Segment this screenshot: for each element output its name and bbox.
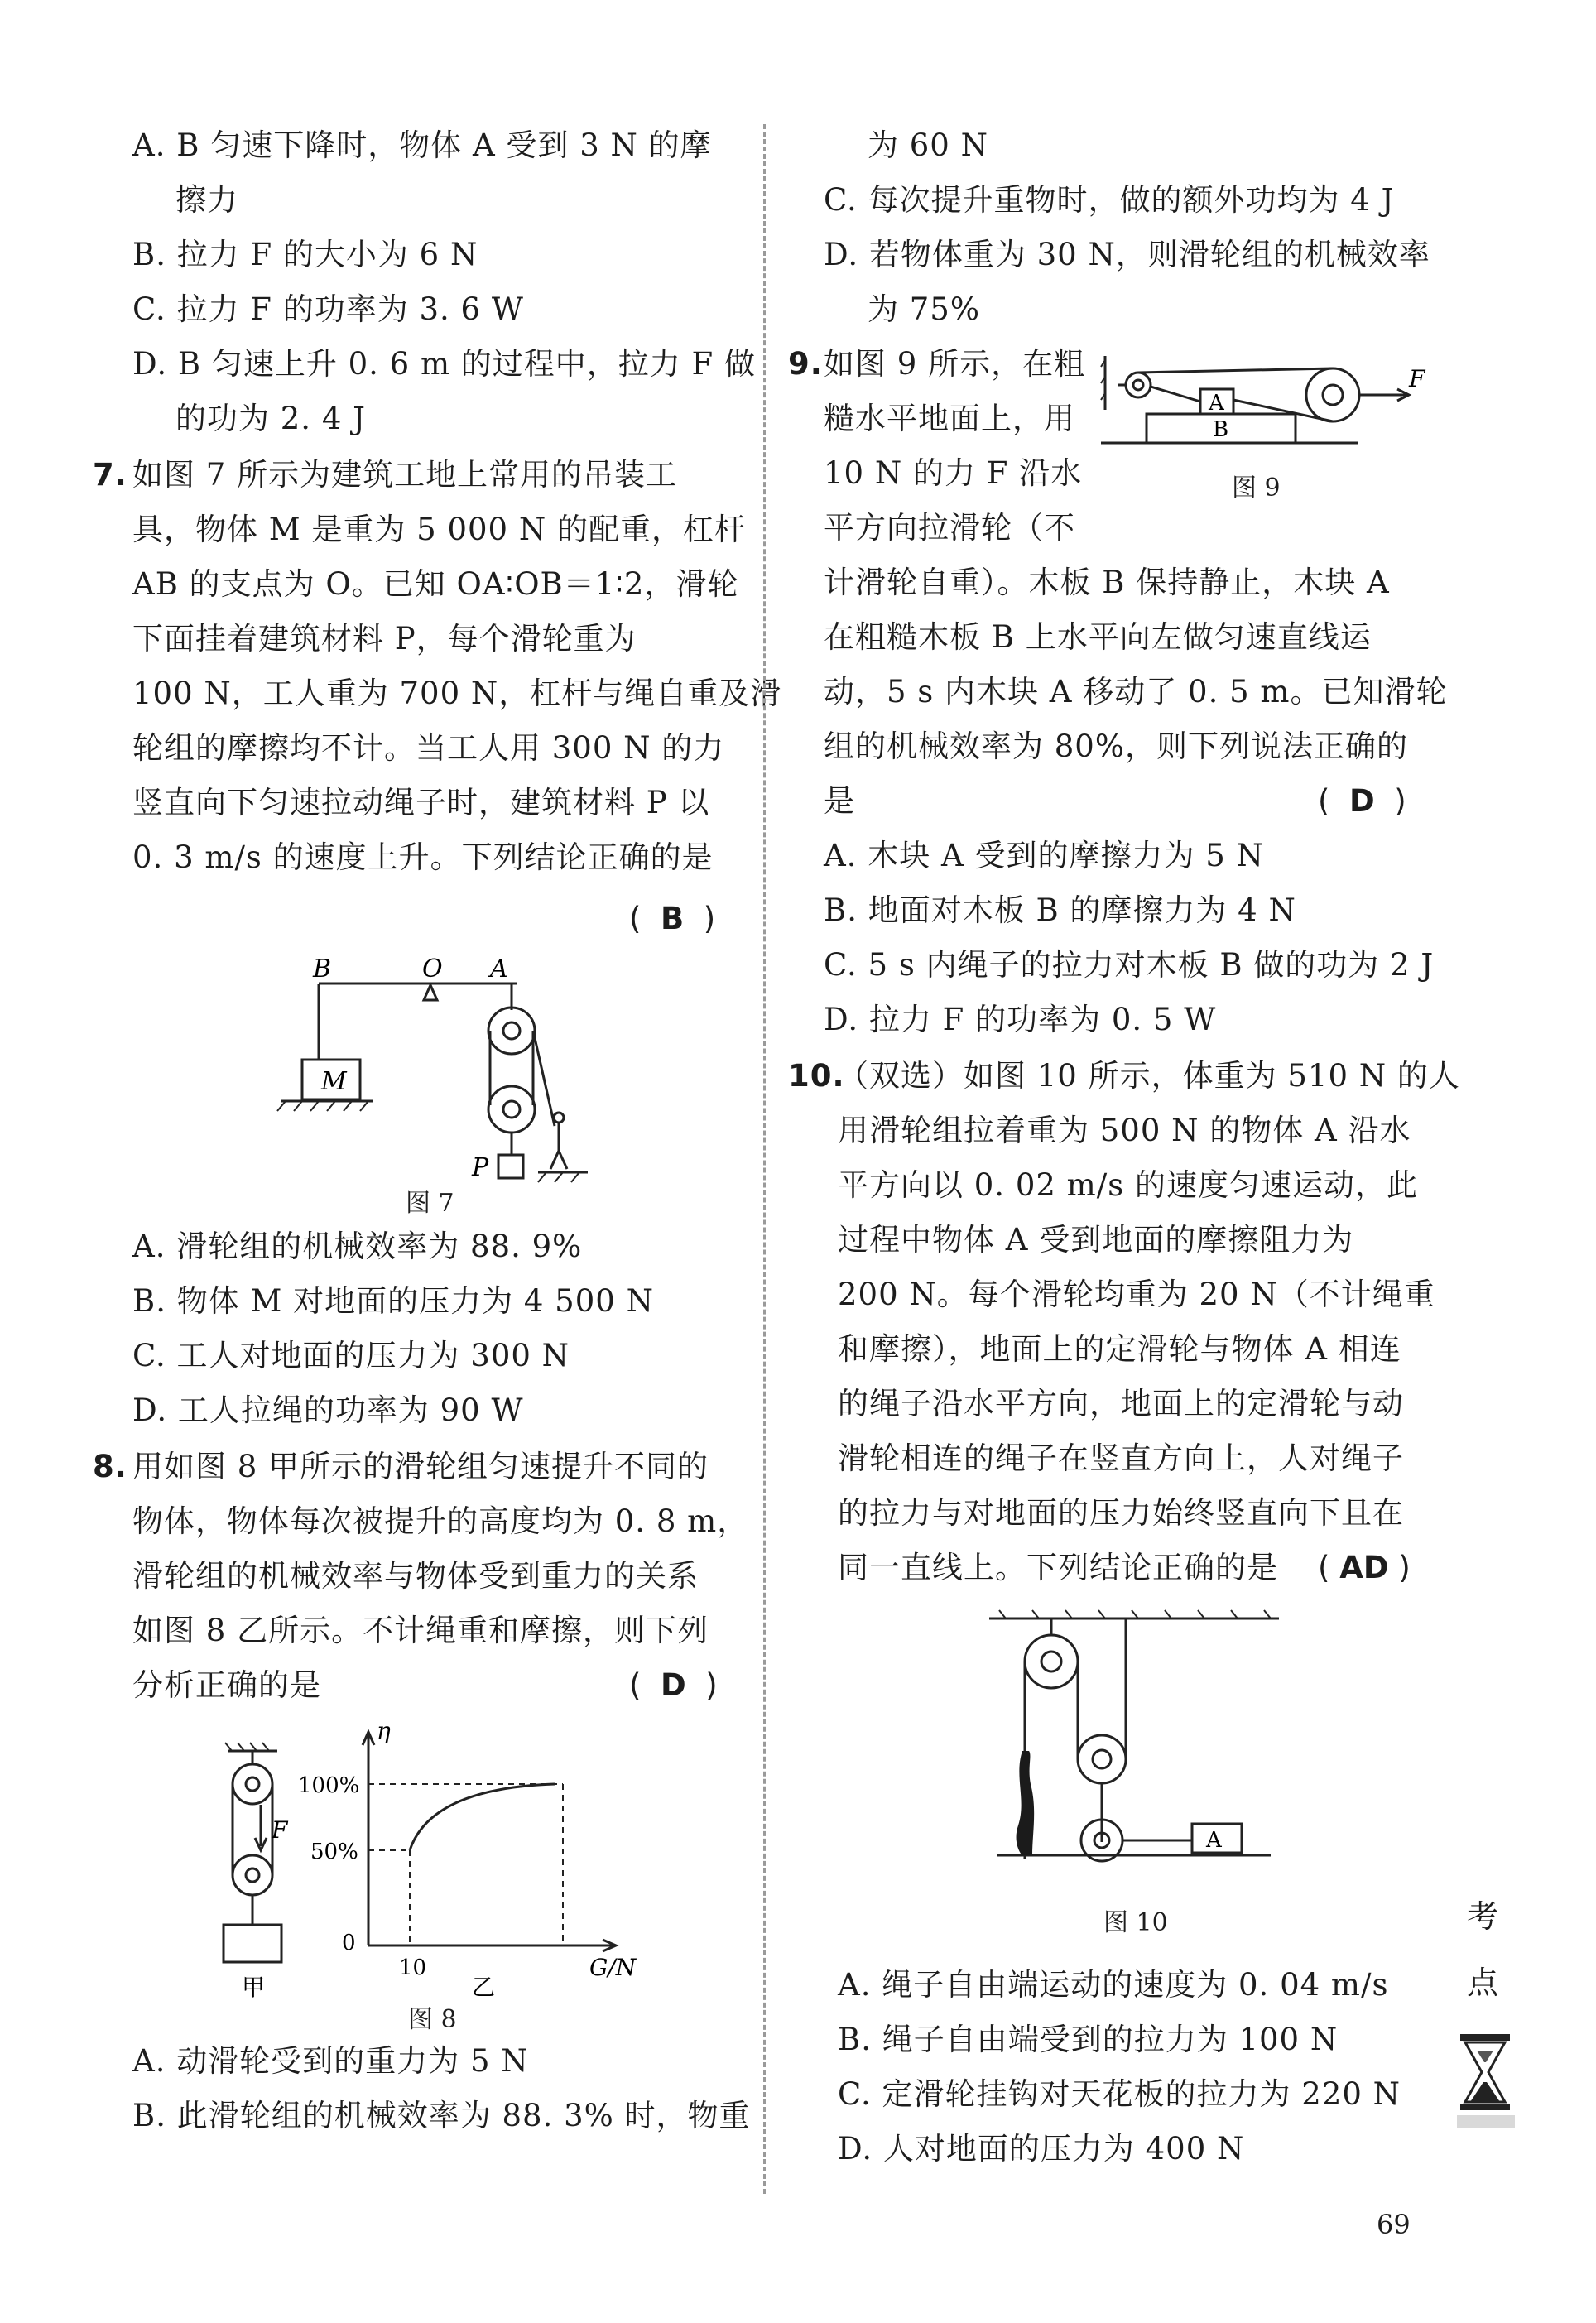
q9-option-c: C. 5 s 内绳子的拉力对木板 B 做的功为 2 J — [824, 947, 1435, 983]
figure-10-diagram — [989, 1610, 1279, 1888]
fig8-axis-GN: G/N — [589, 1954, 637, 1981]
q9-text-line5: 计滑轮自重）。木板 B 保持静止，木块 A — [824, 565, 1390, 600]
page-number: 69 — [1377, 2209, 1411, 2240]
q10-option-d: D. 人对地面的压力为 400 N — [838, 2131, 1245, 2167]
q9-answer-bracket: ( D ) — [1318, 783, 1406, 819]
q10-option-c: C. 定滑轮挂钩对天花板的拉力为 220 N — [838, 2076, 1401, 2112]
q8-text-line5: 分析正确的是 — [132, 1667, 321, 1703]
fig8-eta: η — [377, 1717, 391, 1744]
q9-text-line6: 在粗糙木板 B 上水平向左做匀速直线运 — [824, 619, 1372, 655]
q9-option-b: B. 地面对木板 B 的摩擦力为 4 N — [824, 892, 1296, 928]
fig9-label-F: F — [1409, 365, 1425, 392]
figure-7-diagram — [273, 952, 604, 1192]
q6-option-b: B. 拉力 F 的大小为 6 N — [132, 237, 478, 272]
fig7-label-M: M — [321, 1067, 347, 1096]
q9-text-line2: 糙水平地面上，用 — [824, 401, 1075, 436]
q7-option-d: D. 工人拉绳的功率为 90 W — [132, 1392, 524, 1428]
fig8-label-F: F — [272, 1816, 288, 1844]
figure-9-caption: 图 9 — [1232, 474, 1281, 503]
q10-text-line6: 和摩擦），地面上的定滑轮与物体 A 相连 — [838, 1331, 1401, 1367]
q7-text-line3: AB 的支点为 O。已知 OA∶OB＝1∶2，滑轮 — [132, 566, 739, 602]
q7-text-line7: 竖直向下匀速拉动绳子时，建筑材料 P 以 — [132, 785, 710, 820]
q8-text-line1: 用如图 8 甲所示的滑轮组匀速提升不同的 — [132, 1449, 709, 1484]
q8-number: 8. — [93, 1449, 127, 1484]
q8-option-d-line1: D. 若物体重为 30 N，则滑轮组的机械效率 — [824, 237, 1430, 272]
q10-option-b: B. 绳子自由端受到的拉力为 100 N — [838, 2022, 1339, 2057]
q10-text-line7: 的绳子沿水平方向，地面上的定滑轮与动 — [838, 1386, 1404, 1421]
q10-answer-bracket: ( AD ) — [1318, 1550, 1411, 1585]
q9-text-line4: 平方向拉滑轮（不 — [824, 510, 1075, 546]
q10-text-line10: 同一直线上。下列结论正确的是 — [838, 1550, 1278, 1585]
figure-10-caption: 图 10 — [1103, 1908, 1168, 1937]
q10-text-line5: 200 N。每个滑轮均重为 20 N（不计绳重 — [838, 1277, 1435, 1312]
fig10-label-A: A — [1206, 1828, 1222, 1853]
q10-text-line8: 滑轮相连的绳子在竖直方向上，人对绳子 — [838, 1440, 1404, 1476]
q8-option-d-line2: 为 75% — [868, 291, 980, 327]
q6-option-c: C. 拉力 F 的功率为 3. 6 W — [132, 291, 524, 327]
q8-answer: D — [660, 1667, 686, 1703]
figure-8-caption: 图 8 — [408, 2005, 457, 2034]
q7-option-c: C. 工人对地面的压力为 300 N — [132, 1338, 570, 1373]
fig8-tick-10: 10 — [399, 1955, 427, 1980]
fig8-tick-50: 50% — [310, 1840, 358, 1864]
q7-option-b: B. 物体 M 对地面的压力为 4 500 N — [132, 1283, 654, 1319]
q8-option-a: A. 动滑轮受到的重力为 5 N — [132, 2043, 529, 2079]
q6-option-a-line1: A. B 匀速下降时，物体 A 受到 3 N 的摩 — [132, 127, 712, 163]
fig7-label-P: P — [472, 1153, 489, 1182]
hourglass-icon — [1459, 2032, 1512, 2115]
q10-text-line3: 平方向以 0. 02 m/s 的速度匀速运动，此 — [838, 1167, 1418, 1203]
q9-number: 9. — [788, 346, 823, 382]
figure-9-diagram — [1101, 344, 1432, 451]
q7-number: 7. — [93, 457, 127, 493]
q8-option-c: C. 每次提升重物时，做的额外功均为 4 J — [824, 182, 1395, 218]
q10-text-line1: （双选）如图 10 所示，体重为 510 N 的人 — [838, 1058, 1460, 1094]
q6-option-d-line2: 的功为 2. 4 J — [175, 401, 366, 436]
q10-number: 10. — [788, 1058, 845, 1094]
q8-text-line4: 如图 8 乙所示。不计绳重和摩擦，则下列 — [132, 1613, 709, 1648]
sidebar-dian: 点 — [1467, 1965, 1499, 2001]
figure-7-caption: 图 7 — [406, 1189, 454, 1218]
fig8-label-yi: 乙 — [472, 1974, 496, 2001]
q9-text-line7: 动，5 s 内木块 A 移动了 0. 5 m。已知滑轮 — [824, 674, 1448, 709]
q8-option-b-line1: B. 此滑轮组的机械效率为 88. 3% 时，物重 — [132, 2098, 751, 2133]
q8-answer-bracket: ( D ) — [629, 1667, 718, 1703]
sidebar-tab-shadow — [1457, 2115, 1515, 2128]
fig8-tick-100: 100% — [298, 1773, 360, 1798]
q10-text-line4: 过程中物体 A 受到地面的摩擦阻力为 — [838, 1222, 1354, 1258]
fig8-label-jia: 甲 — [242, 1974, 266, 2001]
figure-8-diagram — [207, 1714, 654, 2012]
fig8-tick-0: 0 — [342, 1931, 356, 1955]
q7-text-line5: 100 N，工人重为 700 N，杠杆与绳自重及滑 — [132, 676, 782, 711]
q7-option-a: A. 滑轮组的机械效率为 88. 9% — [132, 1229, 583, 1264]
q7-text-line4: 下面挂着建筑材料 P，每个滑轮重为 — [132, 621, 637, 656]
fig9-label-B: B — [1213, 417, 1229, 442]
q10-text-line9: 的拉力与对地面的压力始终竖直向下且在 — [838, 1495, 1404, 1531]
q9-text-line1: 如图 9 所示，在粗 — [824, 346, 1086, 382]
q9-text-line8: 组的机械效率为 80%，则下列说法正确的 — [824, 729, 1408, 764]
q9-option-a: A. 木块 A 受到的摩擦力为 5 N — [824, 838, 1264, 873]
q7-answer: B — [660, 901, 685, 936]
q6-option-a-line2: 擦力 — [175, 182, 238, 218]
q10-answer: AD — [1339, 1550, 1389, 1585]
q9-text-line9: 是 — [824, 783, 855, 819]
sidebar-kao: 考 — [1467, 1898, 1499, 1935]
column-divider — [763, 124, 766, 2194]
q10-option-a: A. 绳子自由端运动的速度为 0. 04 m/s — [838, 1967, 1389, 2003]
q8-text-line3: 滑轮组的机械效率与物体受到重力的关系 — [132, 1558, 699, 1594]
q10-text-line2: 用滑轮组拉着重为 500 N 的物体 A 沿水 — [838, 1113, 1411, 1148]
q7-text-line6: 轮组的摩擦均不计。当工人用 300 N 的力 — [132, 730, 725, 766]
q8-text-line2: 物体，物体每次被提升的高度均为 0. 8 m， — [132, 1503, 749, 1539]
q7-text-line1: 如图 7 所示为建筑工地上常用的吊装工 — [132, 457, 678, 493]
fig7-label-O: O — [422, 955, 443, 984]
q7-text-line2: 具，物体 M 是重为 5 000 N 的配重，杠杆 — [132, 512, 746, 547]
q8-option-b-line2: 为 60 N — [868, 127, 988, 163]
q9-option-d: D. 拉力 F 的功率为 0. 5 W — [824, 1002, 1217, 1037]
q6-option-d-line1: D. B 匀速上升 0. 6 m 的过程中，拉力 F 做 — [132, 346, 756, 382]
fig7-label-A: A — [490, 955, 508, 984]
q9-answer: D — [1348, 783, 1375, 819]
q7-text-line8: 0. 3 m/s 的速度上升。下列结论正确的是 — [132, 839, 714, 875]
fig7-label-B: B — [313, 955, 332, 984]
q9-text-line3: 10 N 的力 F 沿水 — [824, 455, 1083, 491]
fig9-label-A: A — [1209, 391, 1224, 416]
q7-answer-bracket: ( B ) — [629, 901, 716, 936]
